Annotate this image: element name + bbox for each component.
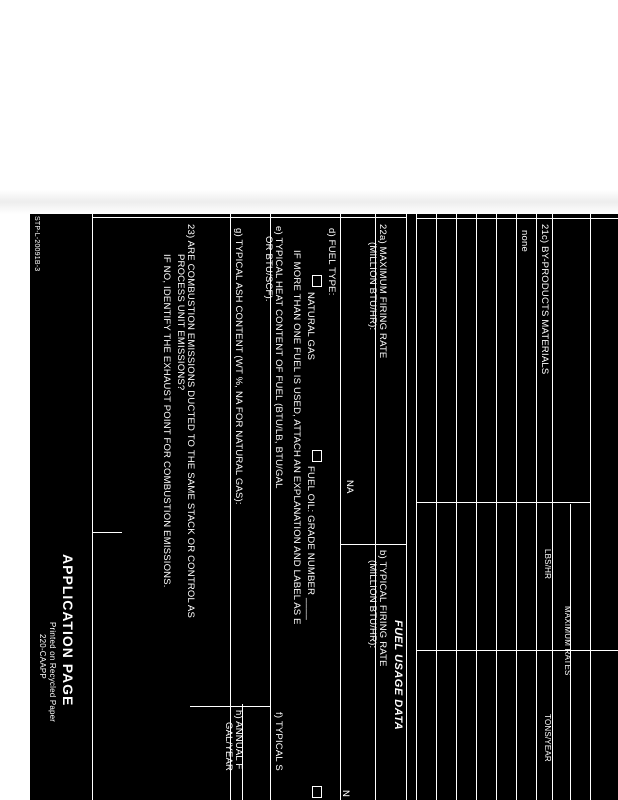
fuel-usage-header: FUEL USAGE DATA	[392, 620, 404, 731]
table-line-10	[590, 214, 591, 800]
table-col-divider	[416, 502, 590, 503]
divider-g-h	[190, 706, 270, 707]
q-g-label: g) TYPICAL ASH CONTENT (WT %, NA FOR NATURAL GAS):	[233, 228, 244, 505]
more-than-one-fuel-note: IF MORE THAN ONE FUEL IS USED, ATTACH AN EXPLANATION AND LABEL AS E	[291, 250, 302, 625]
q-e-label-2: OR BTU/SCF):	[263, 236, 274, 302]
natural-gas-checkbox[interactable]	[312, 275, 322, 287]
lbs-hr-header: LBS/HR	[543, 549, 552, 580]
printed-on-recycled-paper: Printed on Recycled Paper	[48, 622, 57, 723]
byproducts-label: 21c) BY-PRODUCTS MATERIALS	[539, 224, 550, 375]
table-line-1	[406, 214, 407, 800]
table-line-3	[436, 214, 437, 800]
q-h-label-2: GAL/YEAR	[223, 722, 234, 772]
table-line-top	[416, 218, 618, 219]
table-line-5	[476, 214, 477, 800]
natural-gas-label: NATURAL GAS	[305, 292, 316, 361]
table-line-8	[536, 214, 537, 800]
table-line-9	[552, 214, 553, 800]
fuel-oil-label: FUEL OIL: GRADE NUMBER ____	[305, 466, 316, 620]
other-fuel-checkbox[interactable]	[312, 786, 322, 798]
frame-line-left	[92, 214, 93, 800]
divider-22a-22b	[340, 544, 406, 545]
tons-year-header: TONS/YEAR	[543, 714, 552, 762]
max-rates-header: MAXIMUM RATES	[563, 606, 572, 676]
table-line-6	[496, 214, 497, 800]
line-before-e	[270, 214, 271, 800]
table-rate-divider	[416, 650, 618, 651]
frame-line-fuel-top	[340, 214, 341, 800]
application-page-title: APPLICATION PAGE	[60, 554, 76, 707]
table-line-2	[416, 214, 417, 800]
line-g	[230, 214, 231, 800]
q23-line-2: PROCESS UNIT EMISSIONS?	[175, 254, 186, 391]
application-form	[30, 214, 618, 800]
q22b-label-1: b) TYPICAL FIRING RATE	[377, 550, 388, 667]
q22b-label-2: (MILLION BTU/HR):	[367, 560, 378, 649]
table-line-7	[516, 214, 517, 800]
table-line-4	[456, 214, 457, 800]
fuel-type-label: d) FUEL TYPE:	[326, 228, 337, 296]
n-fragment: N	[340, 790, 351, 798]
fuel-oil-checkbox[interactable]	[312, 450, 322, 462]
line-23	[92, 532, 122, 533]
q23-line-1: 23) ARE COMBUSTION EMISSIONS DUCTED TO THE SAME STACK OR CONTROL AS	[185, 224, 196, 618]
q-e-label-1: e) TYPICAL HEAT CONTENT OF FUEL (BTU/LB, BTU/GAL	[273, 226, 284, 489]
q23-line-3: IF NO, IDENTIFY THE EXHAUST POINT FOR COMBUSTION EMISSIONS.	[161, 254, 172, 588]
frame-line-top	[92, 217, 406, 218]
scan-artifact-band	[0, 190, 618, 214]
q-h-label-1: h) ANNUAL F	[233, 710, 244, 770]
byproducts-value: none	[519, 230, 530, 252]
form-code: 220-CAAPP	[38, 634, 47, 679]
q-f-label: f) TYPICAL S	[273, 712, 284, 771]
form-number: STP-L-20091B-3	[33, 216, 40, 272]
q22a-label-2: (MILLION BTU/HR):	[367, 242, 378, 331]
q22a-value: NA	[344, 480, 355, 494]
q22a-label-1: 22a) MAXIMUM FIRING RATE	[377, 224, 388, 359]
